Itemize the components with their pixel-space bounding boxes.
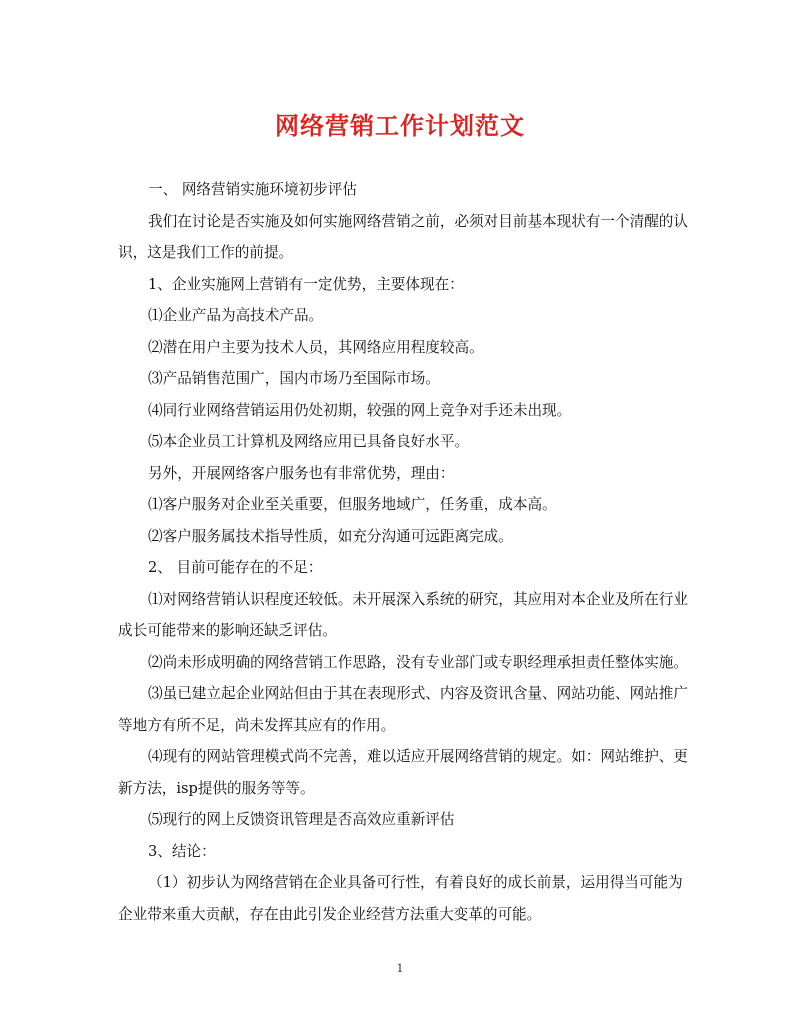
subsection-heading: 2、 目前可能存在的不足： xyxy=(148,559,323,576)
list-item: ⑴客户服务对企业至关重要，但服务地域广，任务重，成本高。 xyxy=(148,496,557,513)
list-item: ⑶虽已建立起企业网站但由于其在表现形式、内容及资讯含量、网站功能、网站推广等地方有所不足，尚未发挥其应有的作用。 xyxy=(118,685,688,734)
list-item: ⑵客户服务属技术指导性质，如充分沟通可远距离完成。 xyxy=(148,527,513,545)
paragraph: 另外，开展网络客户服务也有非常优势，理由： xyxy=(148,464,455,482)
list-item: （1）初步认为网络营销在企业具备可行性，有着良好的成长前景，运用得当可能为企业带来重大贡献，存在由此引发企业经营方法重大变革的可能。 xyxy=(118,874,683,923)
list-item: ⑷同行业网络营销运用仍处初期，较强的网上竞争对手还未出现。 xyxy=(148,401,572,419)
list-item: ⑵尚未形成明确的网络营销工作思路，没有专业部门或专职经理承担责任整体实施。 xyxy=(148,653,688,671)
list-item: ⑴对网络营销认识程度还较低。未开展深入系统的研究，其应用对本企业及所在行业成长可能带来的影响还缺乏评估。 xyxy=(118,590,688,639)
document-title: 网络营销工作计划范文 xyxy=(275,111,525,140)
list-item: ⑸本企业员工计算机及网络应用已具备良好水平。 xyxy=(148,433,470,450)
list-item: ⑴企业产品为高技术产品。 xyxy=(148,307,324,324)
list-item: ⑸现行的网上反馈资讯管理是否高效应重新评估 xyxy=(148,811,455,828)
document-body xyxy=(118,174,688,930)
list-item: ⑵潜在用户主要为技术人员，其网络应用程度较高。 xyxy=(148,338,484,356)
list-item: ⑷现有的网站管理模式尚不完善，难以适应开展网络营销的规定。如：网站维护、更新方法，isp提供的服务等等。 xyxy=(118,748,688,797)
paragraph: 我们在讨论是否实施及如何实施网络营销之前，必须对目前基本现状有一个清醒的认识，这是我们工作的前提。 xyxy=(118,212,688,261)
subsection-heading: 3、结论： xyxy=(148,842,216,860)
subsection-heading: 1、企业实施网上营销有一定优势，主要体现在： xyxy=(148,275,464,293)
list-item: ⑶产品销售范围广，国内市场乃至国际市场。 xyxy=(148,370,440,387)
section-heading-1: 一、 网络营销实施环境初步评估 xyxy=(148,181,357,198)
page-number: 1 xyxy=(396,962,404,975)
